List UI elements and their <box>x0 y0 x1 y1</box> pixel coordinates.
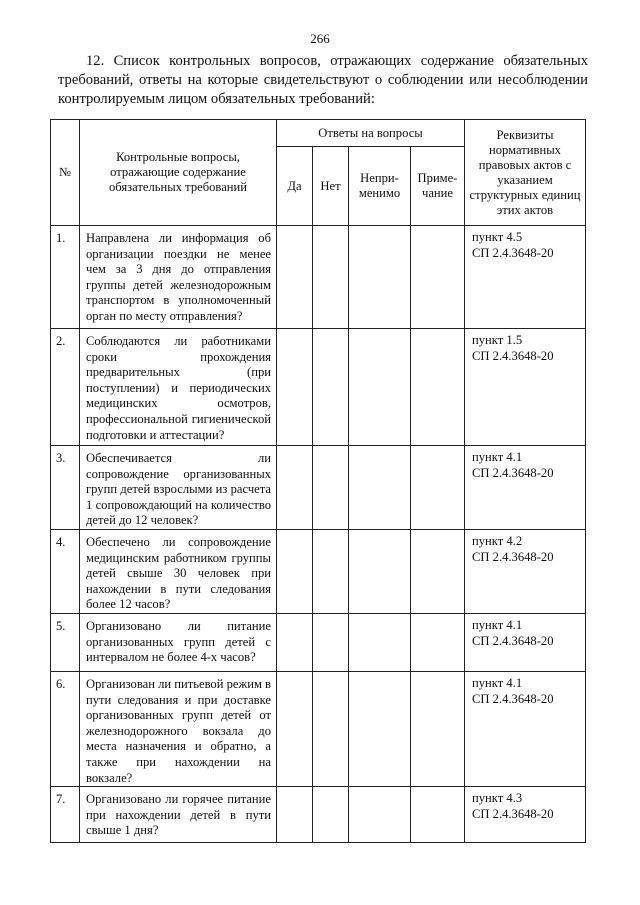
requisite-act: СП 2.4.3648-20 <box>472 465 554 480</box>
row-number: 2. <box>51 329 80 446</box>
requisite-clause: пункт 1.5 <box>472 333 523 347</box>
cell-yes[interactable] <box>277 226 313 329</box>
header-question: Контрольные вопросы, отражающие содержание обязательных требований <box>80 120 277 226</box>
header-requisites: Реквизиты нормативных правовых актов с указанием структурных единиц этих актов <box>465 120 586 226</box>
cell-not-applicable[interactable] <box>349 329 411 446</box>
header-no: Нет <box>313 147 349 226</box>
cell-no[interactable] <box>313 530 349 614</box>
cell-note[interactable] <box>411 672 465 787</box>
cell-yes[interactable] <box>277 614 313 672</box>
requisite-clause: пункт 4.1 <box>472 450 523 464</box>
requisite-act: СП 2.4.3648-20 <box>472 633 554 648</box>
table-row <box>51 672 586 787</box>
cell-note[interactable] <box>411 446 465 530</box>
row-question: Организовано ли горячее питание при нахождении детей в пути свыше 1 дня? <box>80 787 277 843</box>
row-question: Обеспечено ли сопровождение медицинским работником группы детей свыше 30 человек при нахождении в пути следования более 12 часов? <box>80 530 277 614</box>
intro-paragraph: 12. Список контрольных вопросов, отражающих содержание обязательных требований, ответы на которые свидетельствуют о соблюдении или несоблюдении контролируемым лицом обязательных требований: <box>58 53 588 107</box>
row-number: 1. <box>51 226 80 329</box>
table-row <box>51 787 586 843</box>
row-requisites <box>465 226 586 329</box>
header-number: № <box>51 120 80 226</box>
row-question: Соблюдаются ли работниками сроки прохождения предварительных (при поступлении) и периодических медицинских осмотров, профессиональной гигиенической подготовки и аттестации? <box>80 329 277 446</box>
cell-yes[interactable] <box>277 787 313 843</box>
row-requisites <box>465 530 586 614</box>
cell-yes[interactable] <box>277 672 313 787</box>
requisite-clause: пункт 4.2 <box>472 534 523 548</box>
requisite-act: СП 2.4.3648-20 <box>472 549 554 564</box>
cell-not-applicable[interactable] <box>349 787 411 843</box>
row-question: Направлена ли информация об организации поездки не менее чем за 3 дня до отправления группы детей железнодорожным транспортом в уполномоченный орган по месту отправления? <box>80 226 277 329</box>
cell-not-applicable[interactable] <box>349 446 411 530</box>
cell-no[interactable] <box>313 672 349 787</box>
requisite-clause: пункт 4.1 <box>472 618 523 632</box>
cell-note[interactable] <box>411 614 465 672</box>
page-number: 266 <box>310 31 330 46</box>
cell-yes[interactable] <box>277 446 313 530</box>
requisite-clause: пункт 4.1 <box>472 676 523 690</box>
requisite-act: СП 2.4.3648-20 <box>472 691 554 706</box>
header-note: Приме-чание <box>411 147 465 226</box>
row-number: 6. <box>51 672 80 787</box>
header-not-applicable: Непри-менимо <box>349 147 411 226</box>
cell-no[interactable] <box>313 329 349 446</box>
requisite-clause: пункт 4.5 <box>472 230 523 244</box>
row-number: 3. <box>51 446 80 530</box>
table-row <box>51 530 586 614</box>
cell-not-applicable[interactable] <box>349 672 411 787</box>
cell-not-applicable[interactable] <box>349 614 411 672</box>
cell-note[interactable] <box>411 787 465 843</box>
row-requisites <box>465 446 586 530</box>
table-row <box>51 614 586 672</box>
header-answers-group: Ответы на вопросы <box>277 120 465 147</box>
table-row <box>51 329 586 446</box>
row-number: 7. <box>51 787 80 843</box>
table-row <box>51 446 586 530</box>
cell-no[interactable] <box>313 226 349 329</box>
checklist-table <box>50 119 586 843</box>
row-question: Обеспечивается ли сопровождение организованных групп детей взрослыми из расчета 1 сопровождающий на количество детей до 12 человек? <box>80 446 277 530</box>
row-number: 4. <box>51 530 80 614</box>
requisite-act: СП 2.4.3648-20 <box>472 806 554 821</box>
row-question: Организовано ли питание организованных групп детей с интервалом не более 4-х часов? <box>80 614 277 672</box>
cell-not-applicable[interactable] <box>349 226 411 329</box>
cell-not-applicable[interactable] <box>349 530 411 614</box>
row-requisites <box>465 614 586 672</box>
requisite-act: СП 2.4.3648-20 <box>472 245 554 260</box>
cell-yes[interactable] <box>277 530 313 614</box>
row-requisites <box>465 329 586 446</box>
cell-yes[interactable] <box>277 329 313 446</box>
cell-note[interactable] <box>411 226 465 329</box>
row-requisites <box>465 787 586 843</box>
row-requisites <box>465 672 586 787</box>
row-number: 5. <box>51 614 80 672</box>
cell-note[interactable] <box>411 530 465 614</box>
cell-note[interactable] <box>411 329 465 446</box>
requisite-act: СП 2.4.3648-20 <box>472 348 554 363</box>
cell-no[interactable] <box>313 446 349 530</box>
requisite-clause: пункт 4.3 <box>472 791 523 806</box>
table-row <box>51 226 586 329</box>
header-yes: Да <box>277 147 313 226</box>
row-question: Организован ли питьевой режим в пути следования и при доставке организованных групп детей от железнодорожного вокзала до места назначения и обратно, а также при нахождении на вокзале? <box>80 672 277 787</box>
cell-no[interactable] <box>313 787 349 843</box>
cell-no[interactable] <box>313 614 349 672</box>
